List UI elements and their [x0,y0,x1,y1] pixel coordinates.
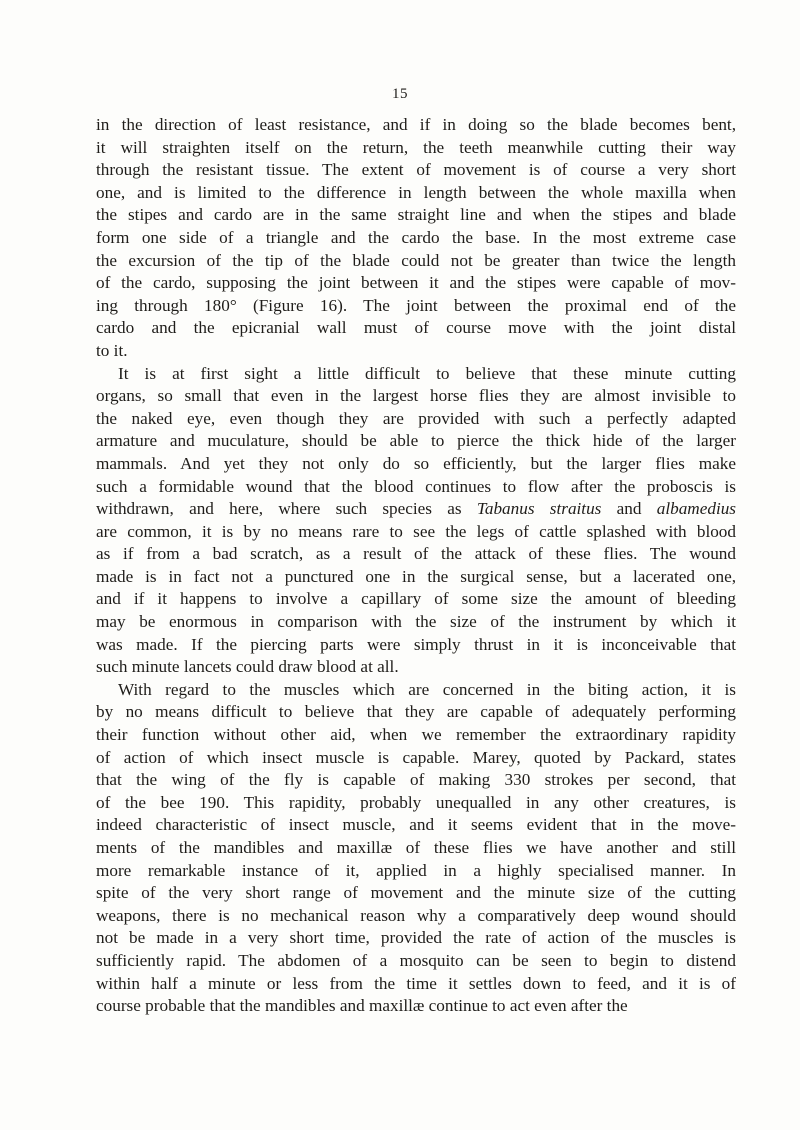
text-line: cardo and the epicranial wall must of course move with the joint distal [96,318,736,338]
text-line: made is in fact not a punctured one in the surgical sense, but a lacerated one, [96,566,736,586]
text-line: and if it happens to involve a capillary of some size the amount of bleeding [96,589,736,609]
text-line: course probable that the mandibles and maxillæ continue to act even after the [96,996,628,1016]
text-line: weapons, there is no mechanical reason why a comparatively deep wound should [96,905,736,925]
text-line: armature and muculature, should be able to pierce the thick hide of the larger [96,431,736,451]
text-line: of the cardo, supposing the joint between it and the stipes were capable of mov- [96,273,736,293]
text-line: that the wing of the fly is capable of making 330 strokes per second, that [96,770,736,790]
text-line: more remarkable instance of it, applied in a highly specialised manner. In [96,860,736,880]
species-name: albamedius [656,499,736,519]
text-line: the stipes and cardo are in the same straight line and when the stipes and blade [96,205,736,225]
text-line: ing through 180° (Figure 16). The joint between the proximal end of the [96,295,736,315]
text-line: are common, it is by no means rare to see the legs of cattle splashed with blood [96,521,736,541]
text-line: indeed characteristic of insect muscle, and it seems evident that in the move- [96,815,736,835]
text-line: their function without other aid, when we remember the extraordinary rapidity [96,725,736,745]
text-line: With regard to the muscles which are concerned in the biting action, it is [118,679,736,699]
text-line: mammals. And yet they not only do so efficiently, but the larger flies make [96,453,736,473]
text-line: spite of the very short range of movement and the minute size of the cutting [96,883,736,903]
body-text [96,114,736,1018]
text-line: of the bee 190. This rapidity, probably unequalled in any other creatures, is [96,792,736,812]
text-line: the excursion of the tip of the blade could not be greater than twice the length [96,250,736,270]
text-line: It is at first sight a little difficult to believe that these minute cutting [118,363,736,383]
text-line: form one side of a triangle and the cardo the base. In the most extreme case [96,227,736,247]
text-line: it will straighten itself on the return, the teeth meanwhile cutting their way [96,137,736,157]
text-line: withdrawn, and here, where such species as Tabanus straitus and albamedius [96,499,736,519]
text-line: within half a minute or less from the time it settles down to feed, and it is of [96,973,736,993]
paragraph [96,679,736,1018]
text-line: organs, so small that even in the largest horse flies they are almost invisible to [96,386,736,406]
text-line: to it. [96,340,128,360]
page-number: 15 [392,86,408,102]
text-line: such minute lancets could draw blood at all. [96,657,399,677]
text-line: such a formidable wound that the blood continues to flow after the proboscis is [96,476,736,496]
text-line: in the direction of least resistance, and if in doing so the blade becomes bent, [96,115,736,134]
text-line: by no means difficult to believe that they are capable of adequately performing [96,702,736,722]
text-line: of action of which insect muscle is capable. Marey, quoted by Packard, states [96,747,736,767]
species-name: Tabanus straitus [476,499,602,519]
paragraph [96,363,736,679]
text-line: through the resistant tissue. The extent of movement is of course a very short [96,160,736,180]
text-line: one, and is limited to the difference in length between the whole maxilla when [96,182,736,202]
text-line: the naked eye, even though they are provided with such a perfectly adapted [96,408,736,428]
text-line: as if from a bad scratch, as a result of the attack of these flies. The wound [96,544,736,564]
text-line: was made. If the piercing parts were simply thrust in it is inconceivable that [96,634,736,654]
paragraph [96,114,736,363]
text-line: sufficiently rapid. The abdomen of a mosquito can be seen to begin to distend [96,950,736,970]
text-line: may be enormous in comparison with the size of the instrument by which it [96,612,736,632]
text-line: ments of the mandibles and maxillæ of these flies we have another and still [96,838,736,857]
text-line: not be made in a very short time, provided the rate of action of the muscles is [96,928,736,948]
